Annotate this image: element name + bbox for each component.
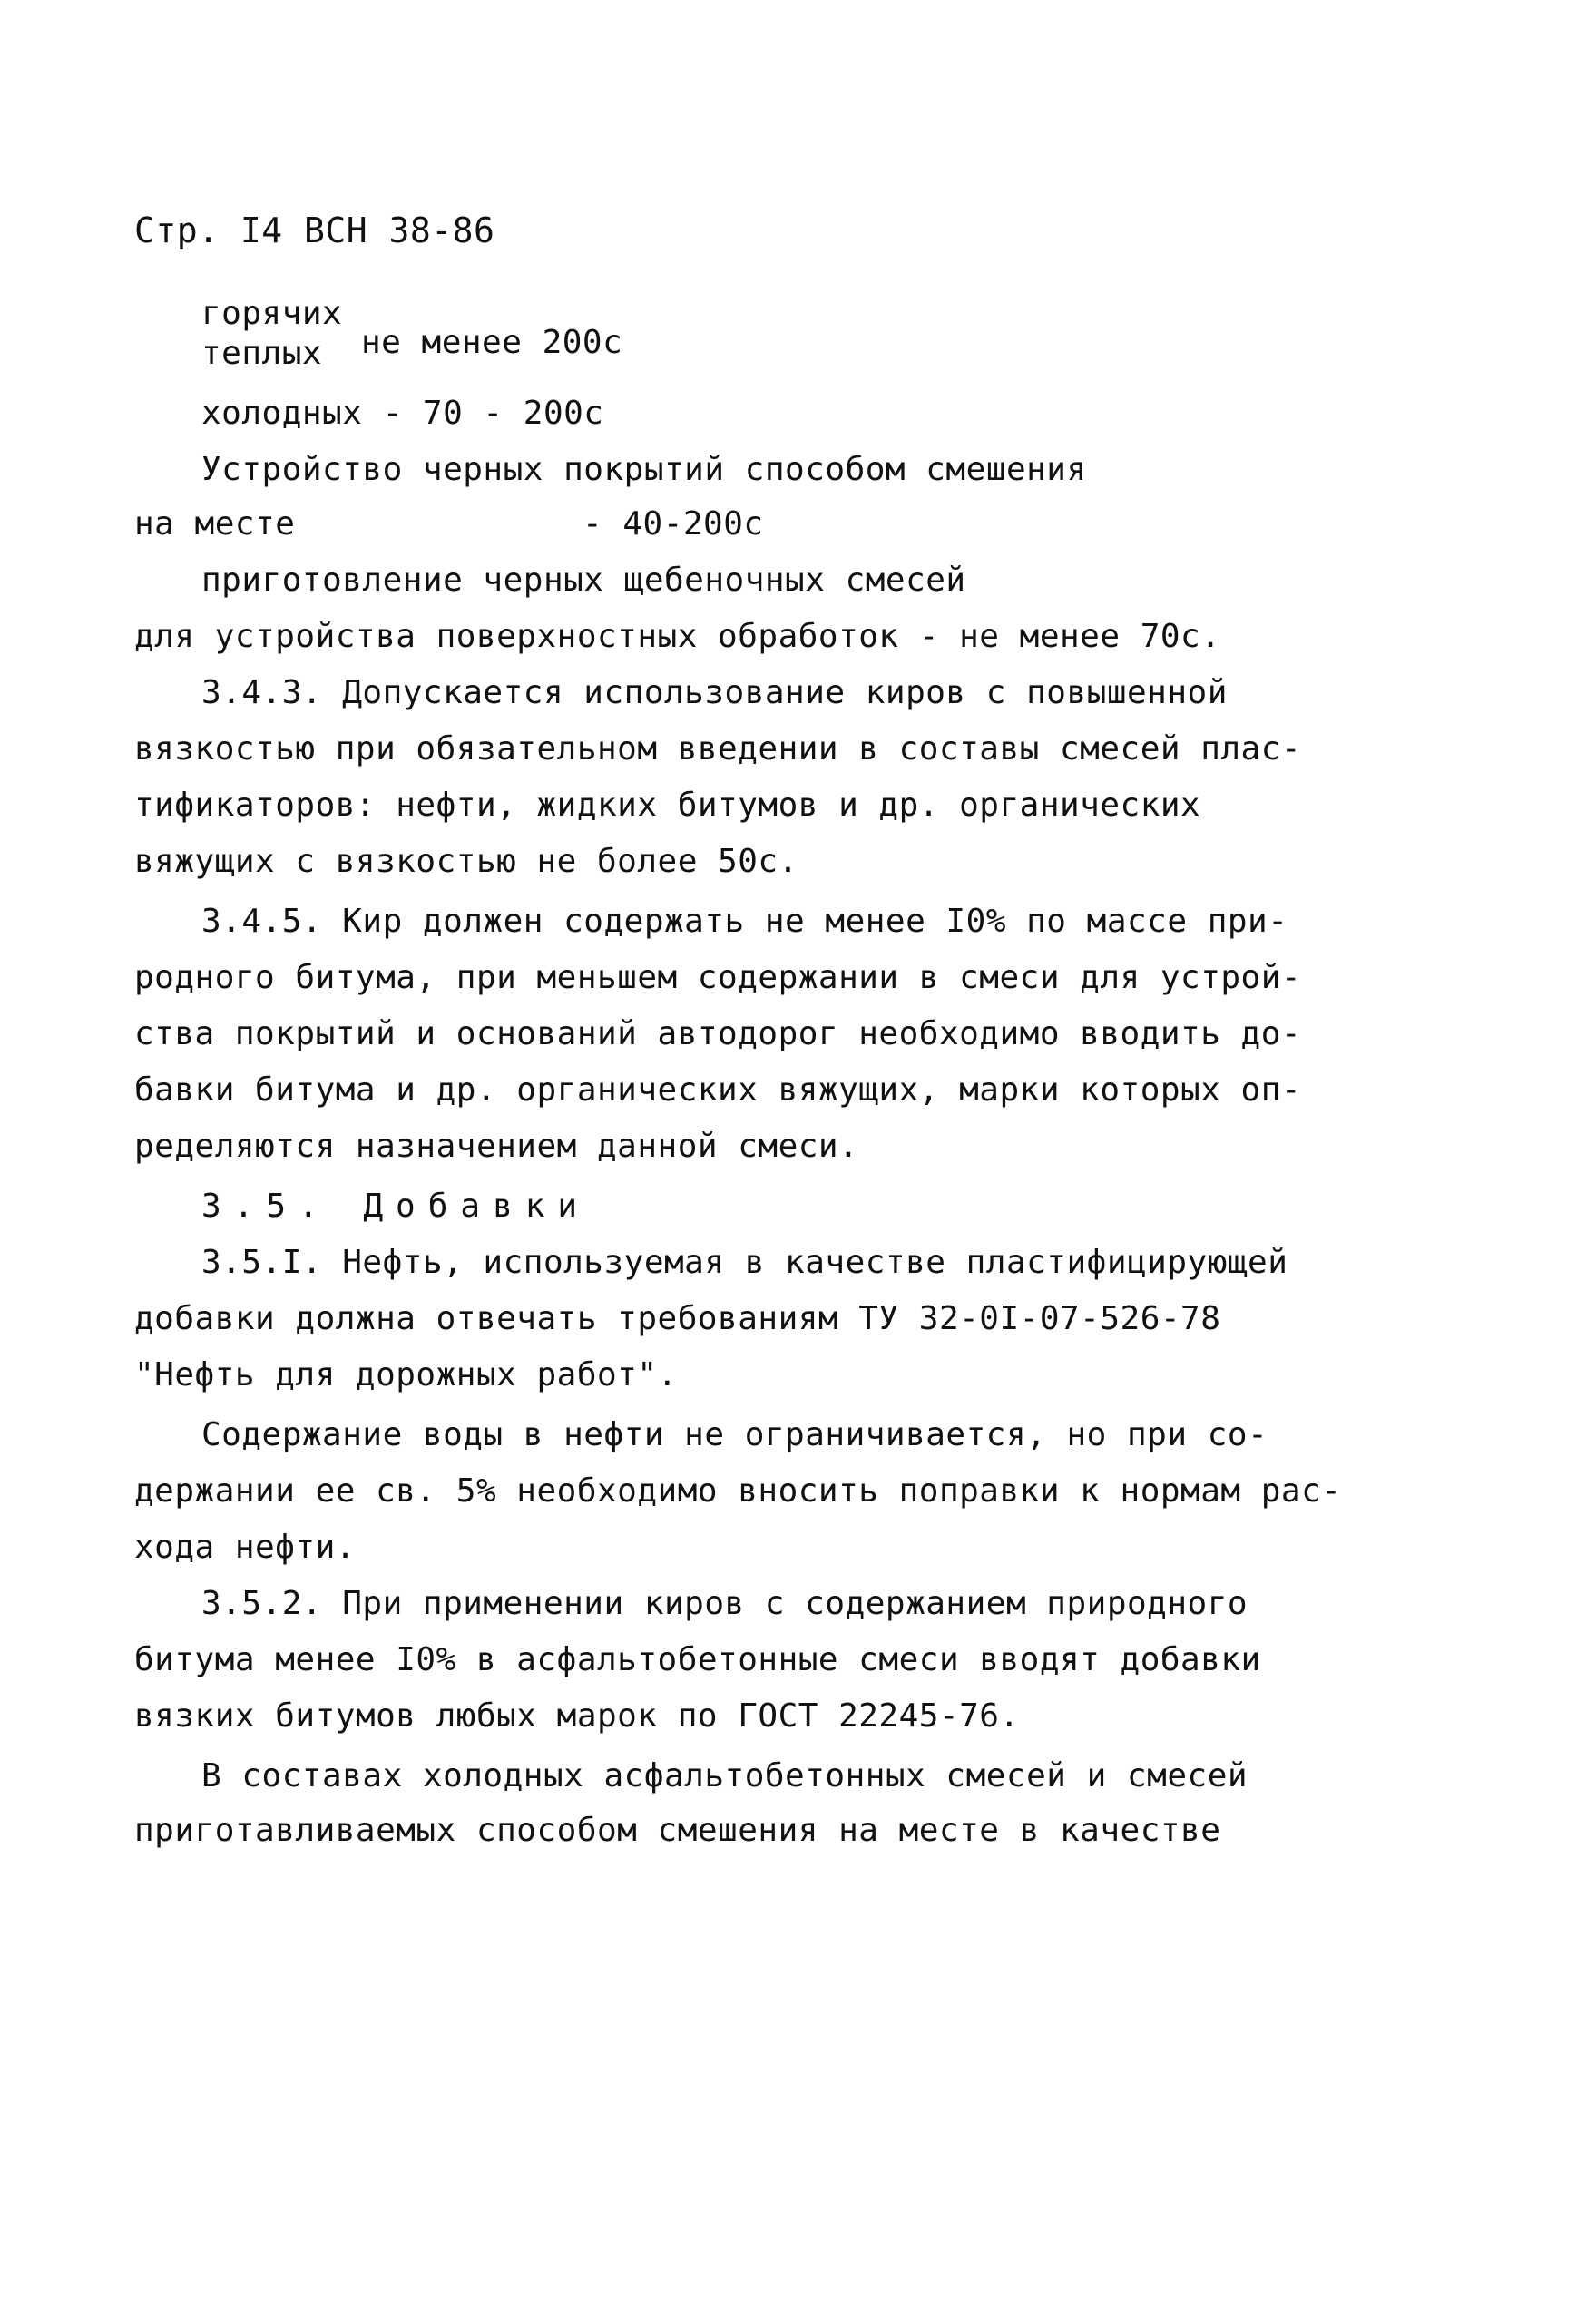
- paragraph-3-4-3-line: вязкостью при обязательном введении в составы смесей плас-: [134, 730, 1302, 768]
- paragraph-3-5-1-line: "Нефть для дорожных работ".: [134, 1356, 678, 1394]
- paragraph-3-5-2-line: вязких битумов любых марок по ГОСТ 22245-76.: [134, 1697, 1020, 1735]
- paragraph-3-4-5-line: бавки битума и др. органических вяжущих, марки которых оп-: [134, 1071, 1302, 1109]
- list-item-mixing-label: на месте: [134, 505, 296, 543]
- paragraph-3-4-5-line: родного битума, при меньшем содержании в смеси для устрой-: [134, 959, 1302, 996]
- list-item-cold: холодных - 70 - 200с: [201, 395, 604, 432]
- paragraph-3-5-2-line: 3.5.2. При применении киров с содержанием природного: [201, 1585, 1248, 1622]
- paragraph-3-4-3-line: тификаторов: нефти, жидких битумов и др. органических: [134, 787, 1201, 824]
- paragraph-3-4-5-line: 3.4.5. Кир должен содержать не менее I0% по массе при-: [201, 903, 1288, 940]
- list-item-warm: теплых: [201, 335, 323, 372]
- paragraph-3-4-5-line: ределяются назначением данной смеси.: [134, 1128, 859, 1165]
- list-item-crushed-cont: для устройства поверхностных обработок - не менее 70с.: [134, 618, 1221, 655]
- paragraph-3-5-1-line: 3.5.I. Нефть, используемая в качестве пластифицирующей: [201, 1244, 1288, 1281]
- paragraph-last-line: В составах холодных асфальтобетонных смесей и смесей: [201, 1757, 1248, 1795]
- paragraph-3-5-2-line: битума менее I0% в асфальтобетонные смеси вводят добавки: [134, 1641, 1261, 1678]
- paragraph-3-4-5-line: ства покрытий и оснований автодорог необходимо вводить до-: [134, 1015, 1302, 1052]
- paragraph-3-4-3-line: вяжущих с вязкостью не более 50с.: [134, 843, 798, 880]
- list-value-mixing: - 40-200с: [583, 505, 764, 543]
- paragraph-3-4-3-line: 3.4.3. Допускается использование киров с повышенной: [201, 674, 1228, 711]
- paragraph-3-5-1-line: добавки должна отвечать требованиям ТУ 32-0I-07-526-78: [134, 1300, 1221, 1337]
- paragraph-water-line: Содержание воды в нефти не ограничивается, но при со-: [201, 1416, 1268, 1453]
- section-title-3-5: 3.5. Добавки: [201, 1188, 591, 1225]
- paragraph-water-line: держании ее св. 5% необходимо вносить поправки к нормам рас-: [134, 1472, 1342, 1510]
- paragraph-water-line: хода нефти.: [134, 1529, 356, 1566]
- list-value-hot-warm: не менее 200с: [361, 324, 623, 361]
- list-item-hot: горячих: [201, 295, 343, 332]
- list-item-mixing: Устройство черных покрытий способом смешения: [201, 451, 1087, 488]
- paragraph-last-line: приготавливаемых способом смешения на месте в качестве: [134, 1812, 1221, 1849]
- page-header: Стр. I4 ВСН 38-86: [134, 210, 495, 250]
- list-item-crushed: приготовление черных щебеночных смесей: [201, 562, 966, 599]
